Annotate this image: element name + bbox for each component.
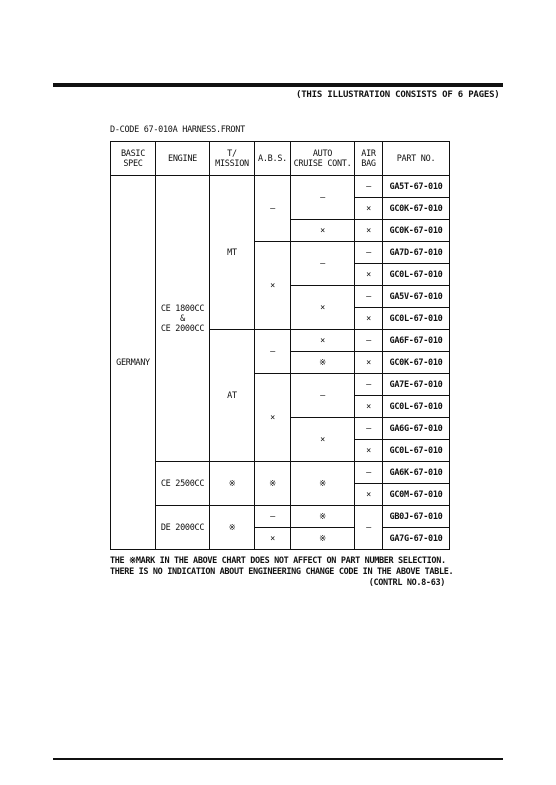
header-rule (53, 83, 503, 87)
header-engine: ENGINE (156, 142, 210, 176)
engine-cell: DE 2000CC (156, 506, 210, 550)
basic-spec-cell: GERMANY (111, 176, 156, 550)
control-number: (CONTRL NO.8-63) (368, 578, 445, 588)
footnote-mark-note: THE ※MARK IN THE ABOVE CHART DOES NOT AFFECT ON PART NUMBER SELECTION. (110, 556, 446, 566)
airbag-cell: × (355, 264, 383, 286)
part-number: GA5T-67-010 (383, 176, 450, 198)
airbag-cell: × (355, 484, 383, 506)
airbag-cell: – (355, 418, 383, 440)
part-number: GA6F-67-010 (383, 330, 450, 352)
transmission-cell: AT (210, 330, 255, 462)
table-row (111, 462, 450, 484)
abs-cell: × (255, 242, 291, 330)
airbag-cell: × (355, 308, 383, 330)
cruise-cell: ※ (291, 506, 355, 528)
part-number: GA6K-67-010 (383, 462, 450, 484)
part-number: GA7G-67-010 (383, 528, 450, 550)
part-number: GA5V-67-010 (383, 286, 450, 308)
engine-cell: CE 2500CC (156, 462, 210, 506)
abs-cell: – (255, 506, 291, 528)
part-number: GC0L-67-010 (383, 308, 450, 330)
cruise-cell: × (291, 220, 355, 242)
airbag-cell: – (355, 506, 383, 550)
airbag-cell: – (355, 330, 383, 352)
header-abs: A.B.S. (255, 142, 291, 176)
cruise-cell: × (291, 418, 355, 462)
airbag-cell: × (355, 220, 383, 242)
part-number: GA7E-67-010 (383, 374, 450, 396)
transmission-cell: ※ (210, 506, 255, 550)
airbag-cell: – (355, 242, 383, 264)
cruise-cell: × (291, 330, 355, 352)
header-transmission: T/ MISSION (210, 142, 255, 176)
cruise-cell: – (291, 242, 355, 286)
airbag-cell: – (355, 176, 383, 198)
part-number: GC0K-67-010 (383, 352, 450, 374)
part-number: GC0L-67-010 (383, 264, 450, 286)
part-number: GC0M-67-010 (383, 484, 450, 506)
abs-cell: × (255, 528, 291, 550)
header-auto-cruise: AUTO CRUISE CONT. (291, 142, 355, 176)
part-number: GC0K-67-010 (383, 220, 450, 242)
airbag-cell: – (355, 286, 383, 308)
document-code-title: D-CODE 67-010A HARNESS.FRONT (110, 125, 245, 135)
airbag-cell: – (355, 374, 383, 396)
cruise-cell: – (291, 374, 355, 418)
table-row (111, 506, 450, 528)
header-airbag: AIR BAG (355, 142, 383, 176)
transmission-cell: ※ (210, 462, 255, 506)
cruise-cell: – (291, 176, 355, 220)
abs-cell: ※ (255, 462, 291, 506)
header-part-no: PART NO. (383, 142, 450, 176)
cruise-cell: ※ (291, 352, 355, 374)
transmission-cell: MT (210, 176, 255, 330)
abs-cell: × (255, 374, 291, 462)
part-number: GC0K-67-010 (383, 198, 450, 220)
footnote-change-code: THERE IS NO INDICATION ABOUT ENGINEERING CHANGE CODE IN THE ABOVE TABLE. (110, 567, 454, 577)
header-basic-spec: BASIC SPEC (111, 142, 156, 176)
footer-rule (53, 758, 503, 760)
abs-cell: – (255, 176, 291, 242)
part-number: GC0L-67-010 (383, 396, 450, 418)
part-number: GA7D-67-010 (383, 242, 450, 264)
harness-spec-table (110, 141, 450, 550)
part-number: GB0J-67-010 (383, 506, 450, 528)
cruise-cell: × (291, 286, 355, 330)
airbag-cell: × (355, 440, 383, 462)
airbag-cell: × (355, 396, 383, 418)
airbag-cell: – (355, 462, 383, 484)
abs-cell: – (255, 330, 291, 374)
pages-note: (THIS ILLUSTRATION CONSISTS OF 6 PAGES) (296, 90, 500, 100)
part-number: GC0L-67-010 (383, 440, 450, 462)
table-row (111, 176, 450, 198)
cruise-cell: ※ (291, 462, 355, 506)
footnotes (110, 556, 454, 589)
part-number: GA6G-67-010 (383, 418, 450, 440)
cruise-cell: ※ (291, 528, 355, 550)
airbag-cell: × (355, 198, 383, 220)
table-header-row (111, 142, 450, 176)
airbag-cell: × (355, 352, 383, 374)
engine-cell: CE 1800CC & CE 2000CC (156, 176, 210, 462)
